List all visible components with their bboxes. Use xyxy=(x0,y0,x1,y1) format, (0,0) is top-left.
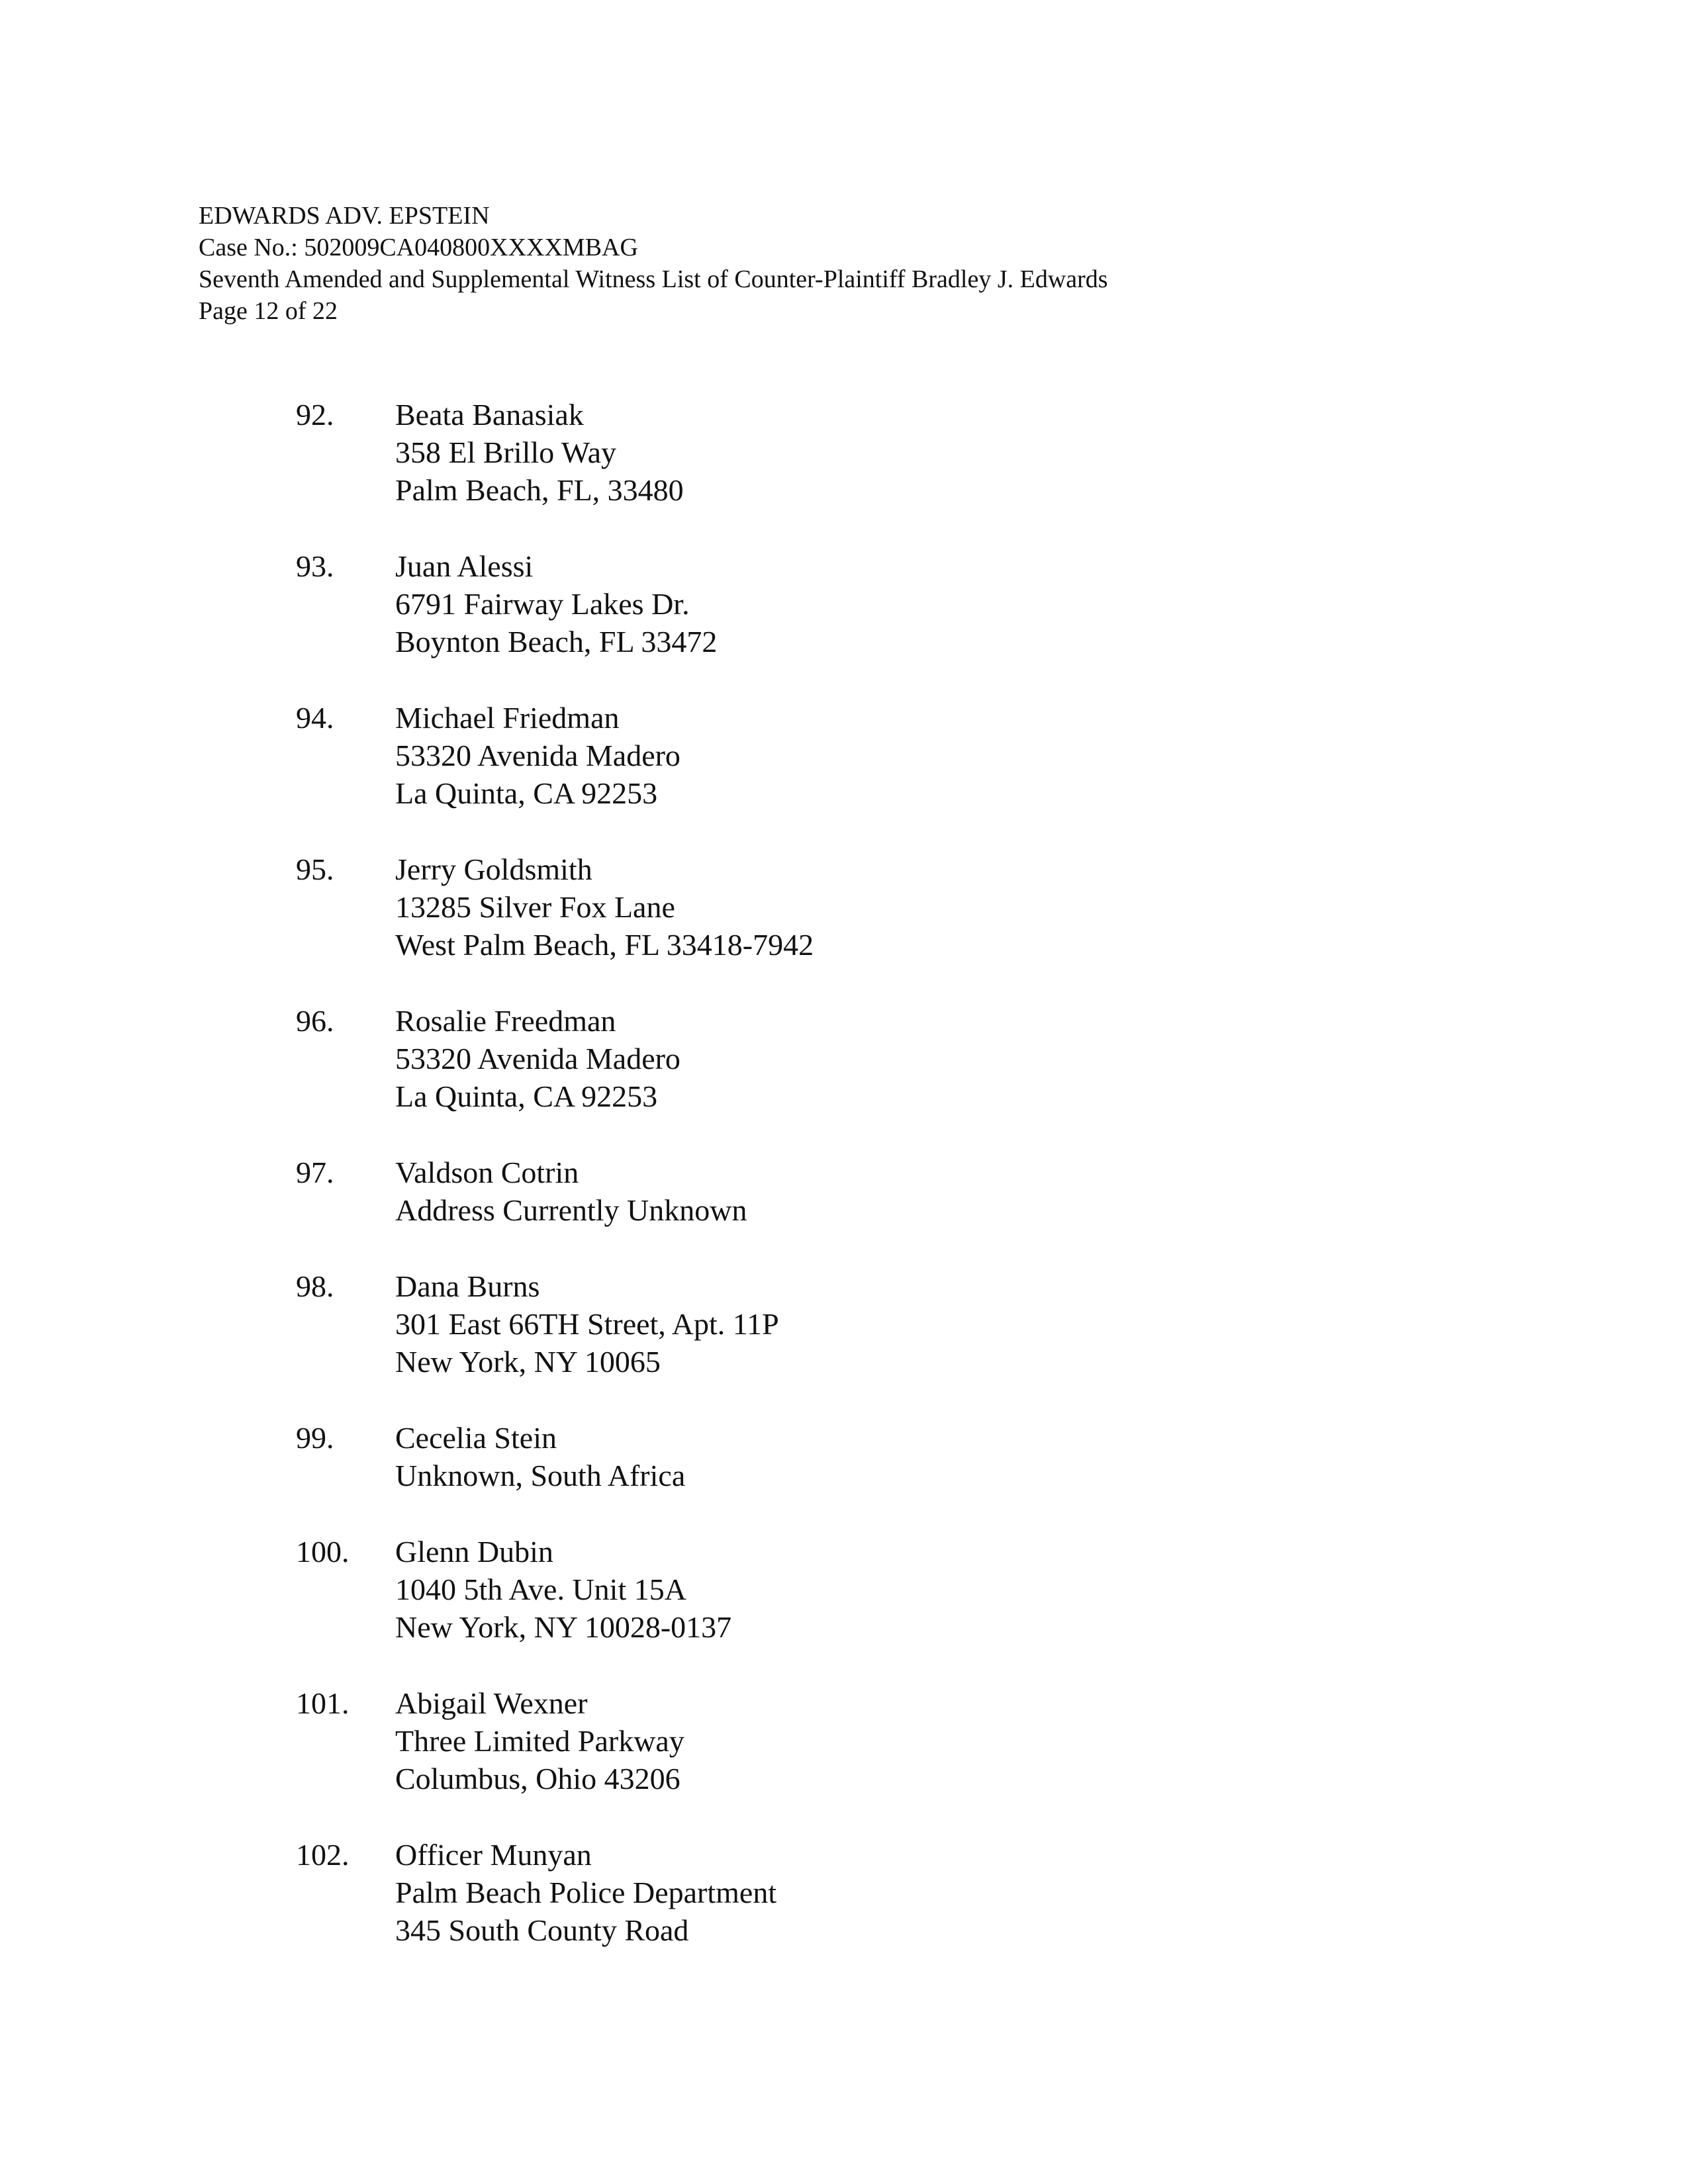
witness-name: Michael Friedman xyxy=(395,701,620,735)
page-number: Page 12 of 22 xyxy=(199,297,338,325)
witness-number: 101. xyxy=(296,1686,350,1720)
witness-address-line: Unknown, South Africa xyxy=(395,1459,686,1492)
witness-name: Cecelia Stein xyxy=(395,1421,557,1455)
witness-name: Valdson Cotrin xyxy=(395,1156,579,1189)
witness-number: 94. xyxy=(296,701,334,735)
witness-name: Dana Burns xyxy=(395,1269,540,1303)
witness-address-line: 1040 5th Ave. Unit 15A xyxy=(395,1572,686,1606)
witness-number: 99. xyxy=(296,1421,334,1455)
witness-name: Rosalie Freedman xyxy=(395,1004,616,1038)
witness-address-line: La Quinta, CA 92253 xyxy=(395,1079,658,1113)
witness-entry xyxy=(0,1836,1688,1987)
witness-entry xyxy=(0,1419,1688,1533)
witness-entry xyxy=(0,1684,1688,1836)
witness-entry xyxy=(0,1002,1688,1154)
witness-address-line: 13285 Silver Fox Lane xyxy=(395,890,675,924)
witness-entry xyxy=(0,1533,1688,1684)
witness-number: 93. xyxy=(296,549,334,583)
witness-entry xyxy=(0,396,1688,547)
witness-address-line: 358 El Brillo Way xyxy=(395,435,617,469)
witness-address-line: Palm Beach, FL, 33480 xyxy=(395,473,684,507)
witness-number: 98. xyxy=(296,1269,334,1303)
witness-address-line: Three Limited Parkway xyxy=(395,1724,684,1758)
witness-number: 95. xyxy=(296,852,334,886)
witness-address-line: 53320 Avenida Madero xyxy=(395,739,680,772)
witness-address-line: West Palm Beach, FL 33418-7942 xyxy=(395,928,814,962)
witness-entry xyxy=(0,1154,1688,1267)
witness-number: 102. xyxy=(296,1838,350,1872)
witness-name: Jerry Goldsmith xyxy=(395,852,592,886)
witness-list xyxy=(0,396,1688,1987)
witness-address-line: La Quinta, CA 92253 xyxy=(395,776,658,810)
witness-address-line: New York, NY 10028-0137 xyxy=(395,1610,732,1644)
witness-address-line: New York, NY 10065 xyxy=(395,1345,661,1379)
witness-address-line: 6791 Fairway Lakes Dr. xyxy=(395,587,690,621)
witness-name: Abigail Wexner xyxy=(395,1686,588,1720)
witness-address-line: Address Currently Unknown xyxy=(395,1193,747,1227)
witness-number: 97. xyxy=(296,1156,334,1189)
witness-name: Juan Alessi xyxy=(395,549,534,583)
witness-name: Officer Munyan xyxy=(395,1838,592,1872)
witness-address-line: Palm Beach Police Department xyxy=(395,1876,777,1909)
witness-address-line: 301 East 66TH Street, Apt. 11P xyxy=(395,1307,779,1341)
case-caption: EDWARDS ADV. EPSTEIN xyxy=(199,202,490,230)
page-header xyxy=(199,200,1108,327)
witness-entry xyxy=(0,547,1688,699)
witness-entry xyxy=(0,699,1688,850)
witness-address-line: Boynton Beach, FL 33472 xyxy=(395,625,718,659)
witness-name: Glenn Dubin xyxy=(395,1535,553,1569)
witness-address-line: Columbus, Ohio 43206 xyxy=(395,1762,680,1796)
witness-entry xyxy=(0,850,1688,1002)
witness-address-line: 345 South County Road xyxy=(395,1913,689,1947)
witness-entry xyxy=(0,1267,1688,1419)
witness-name: Beata Banasiak xyxy=(395,398,584,432)
case-number: Case No.: 502009CA040800XXXXMBAG xyxy=(199,234,638,261)
witness-number: 96. xyxy=(296,1004,334,1038)
document-title: Seventh Amended and Supplemental Witness List of Counter-Plaintiff Bradley J. Edwards xyxy=(199,265,1108,293)
witness-address-line: 53320 Avenida Madero xyxy=(395,1042,680,1075)
witness-number: 100. xyxy=(296,1535,350,1569)
witness-number: 92. xyxy=(296,398,334,432)
